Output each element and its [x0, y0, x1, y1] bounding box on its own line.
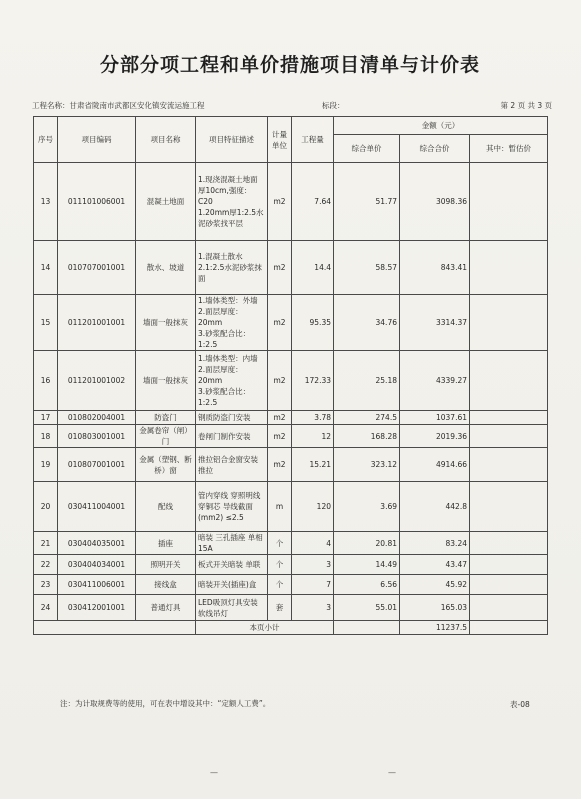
row-name: 墙面一般抹灰	[136, 295, 196, 351]
row-feature: 暗装 三孔插座 单相 15A	[196, 532, 268, 555]
row-est	[470, 241, 548, 295]
page-title: 分部分项工程和单价措施项目清单与计价表	[99, 54, 480, 76]
row-unit-price: 274.5	[334, 411, 400, 425]
header-amount-group: 金额（元）	[334, 117, 548, 135]
row-code: 010807001001	[58, 448, 136, 482]
row-total: 843.41	[400, 241, 470, 295]
row-feature: 暗装开关(插座)盒	[196, 575, 268, 595]
header-feature: 项目特征描述	[196, 117, 268, 163]
row-code: 030411006001	[58, 575, 136, 595]
row-seq: 13	[34, 163, 58, 241]
bill-table	[33, 116, 548, 635]
row-unit: 套	[268, 595, 292, 621]
row-unit: m	[268, 482, 292, 532]
row-seq: 15	[34, 295, 58, 351]
header-code: 项目编码	[58, 117, 136, 163]
row-est	[470, 555, 548, 575]
header-total: 综合合价	[400, 135, 470, 163]
row-unit-price: 6.56	[334, 575, 400, 595]
row-seq: 19	[34, 448, 58, 482]
row-code: 010707001001	[58, 241, 136, 295]
row-total: 442.8	[400, 482, 470, 532]
table-row	[34, 532, 548, 555]
row-total: 2019.36	[400, 425, 470, 448]
row-unit-price: 14.49	[334, 555, 400, 575]
subtotal-label: 本页小计	[196, 621, 334, 635]
row-unit-price: 51.77	[334, 163, 400, 241]
row-seq: 14	[34, 241, 58, 295]
project-name: 工程名称：甘肃省陇南市武都区安化镇安流运施工程	[32, 101, 205, 110]
row-seq: 24	[34, 595, 58, 621]
table-row	[34, 595, 548, 621]
row-feature: 板式开关暗装 单联	[196, 555, 268, 575]
row-feature: 钢质防盗门安装	[196, 411, 268, 425]
row-unit-price: 323.12	[334, 448, 400, 482]
row-qty: 7	[292, 575, 334, 595]
row-est	[470, 163, 548, 241]
row-code: 030404035001	[58, 532, 136, 555]
row-seq: 18	[34, 425, 58, 448]
row-qty: 95.35	[292, 295, 334, 351]
row-seq: 23	[34, 575, 58, 595]
header-row-1	[34, 117, 548, 135]
row-seq: 22	[34, 555, 58, 575]
row-name: 普通灯具	[136, 595, 196, 621]
row-unit: m2	[268, 295, 292, 351]
row-est	[470, 482, 548, 532]
row-unit-price: 3.69	[334, 482, 400, 532]
row-total: 3314.37	[400, 295, 470, 351]
header-unit-price: 综合单价	[334, 135, 400, 163]
row-code: 010802004001	[58, 411, 136, 425]
row-name: 配线	[136, 482, 196, 532]
row-seq: 16	[34, 351, 58, 411]
row-unit: 个	[268, 575, 292, 595]
row-est	[470, 295, 548, 351]
row-feature: 1.现浇混凝土地面厚10cm,强度：C20 1.20mm厚1:2.5水泥砂浆找平层	[196, 163, 268, 241]
row-qty: 14.4	[292, 241, 334, 295]
row-qty: 3.78	[292, 411, 334, 425]
table-body	[34, 163, 548, 621]
row-feature: 1.墙体类型：外墙 2.面层厚度：20mm 3.砂浆配合比：1:2.5	[196, 295, 268, 351]
row-total: 45.92	[400, 575, 470, 595]
row-qty: 3	[292, 595, 334, 621]
row-qty: 15.21	[292, 448, 334, 482]
row-est	[470, 595, 548, 621]
row-qty: 7.64	[292, 163, 334, 241]
row-unit: 个	[268, 532, 292, 555]
row-code: 030412001001	[58, 595, 136, 621]
row-name: 金属（塑钢、断桥）窗	[136, 448, 196, 482]
row-total: 4339.27	[400, 351, 470, 411]
row-qty: 4	[292, 532, 334, 555]
row-qty: 172.33	[292, 351, 334, 411]
row-seq: 21	[34, 532, 58, 555]
row-code: 030404034001	[58, 555, 136, 575]
row-name: 墙面一般抹灰	[136, 351, 196, 411]
row-unit: m2	[268, 425, 292, 448]
row-est	[470, 411, 548, 425]
row-feature: LED吸顶灯具安装 软线吊灯	[196, 595, 268, 621]
row-total: 43.47	[400, 555, 470, 575]
section-label: 标段：	[322, 101, 345, 110]
table-row	[34, 482, 548, 532]
row-qty: 120	[292, 482, 334, 532]
header-qty: 工程量	[292, 117, 334, 163]
table-row	[34, 425, 548, 448]
table-row	[34, 448, 548, 482]
table-row	[34, 241, 548, 295]
row-qty: 12	[292, 425, 334, 448]
table-row	[34, 295, 548, 351]
table-row	[34, 555, 548, 575]
row-feature: 卷闸门制作安装	[196, 425, 268, 448]
row-qty: 3	[292, 555, 334, 575]
row-total: 165.03	[400, 595, 470, 621]
row-total: 1037.61	[400, 411, 470, 425]
subtotal-total: 11237.5	[400, 621, 470, 635]
row-unit: 个	[268, 555, 292, 575]
subtotal-row	[34, 621, 548, 635]
row-seq: 20	[34, 482, 58, 532]
header-name: 项目名称	[136, 117, 196, 163]
footnote: 注：为计取规费等的使用，可在表中增设其中：“定额人工费”。	[60, 699, 271, 708]
row-feature: 1.混凝土散水 2.1:2.5水泥砂浆抹面	[196, 241, 268, 295]
row-unit-price: 34.76	[334, 295, 400, 351]
row-est	[470, 425, 548, 448]
row-unit-price: 58.57	[334, 241, 400, 295]
row-name: 金属卷帘（闸）门	[136, 425, 196, 448]
row-feature: 推拉铝合金窗安装 推拉	[196, 448, 268, 482]
header-est: 其中：暂估价	[470, 135, 548, 163]
meta-row	[32, 100, 552, 114]
row-name: 混凝土地面	[136, 163, 196, 241]
row-est	[470, 575, 548, 595]
row-code: 011101006001	[58, 163, 136, 241]
row-name: 插座	[136, 532, 196, 555]
row-code: 011201001002	[58, 351, 136, 411]
row-est	[470, 448, 548, 482]
table-row	[34, 163, 548, 241]
row-name: 防盗门	[136, 411, 196, 425]
row-feature: 1.墙体类型：内墙 2.面层厚度：20mm 3.砂浆配合比：1:2.5	[196, 351, 268, 411]
scan-mark: —	[210, 768, 218, 777]
row-code: 010803001001	[58, 425, 136, 448]
row-unit: m2	[268, 241, 292, 295]
row-unit: m2	[268, 411, 292, 425]
row-unit: m2	[268, 351, 292, 411]
table-row	[34, 411, 548, 425]
row-unit-price: 55.01	[334, 595, 400, 621]
row-total: 83.24	[400, 532, 470, 555]
row-feature: 管内穿线 穿照明线 穿铜芯 导线截面(mm2) ≤2.5	[196, 482, 268, 532]
row-code: 011201001001	[58, 295, 136, 351]
page-code: 表-08	[510, 700, 530, 709]
row-code: 030411004001	[58, 482, 136, 532]
row-name: 散水、坡道	[136, 241, 196, 295]
row-total: 4914.66	[400, 448, 470, 482]
row-unit: m2	[268, 448, 292, 482]
table-row	[34, 575, 548, 595]
header-seq: 序号	[34, 117, 58, 163]
row-unit-price: 168.28	[334, 425, 400, 448]
header-unit: 计量单位	[268, 117, 292, 163]
scan-mark: —	[388, 768, 396, 777]
page-indicator: 第 2 页 共 3 页	[500, 101, 552, 110]
row-unit-price: 20.81	[334, 532, 400, 555]
row-est	[470, 532, 548, 555]
row-total: 3098.36	[400, 163, 470, 241]
row-unit-price: 25.18	[334, 351, 400, 411]
row-seq: 17	[34, 411, 58, 425]
row-name: 照明开关	[136, 555, 196, 575]
table-row	[34, 351, 548, 411]
row-est	[470, 351, 548, 411]
row-unit: m2	[268, 163, 292, 241]
row-name: 接线盒	[136, 575, 196, 595]
